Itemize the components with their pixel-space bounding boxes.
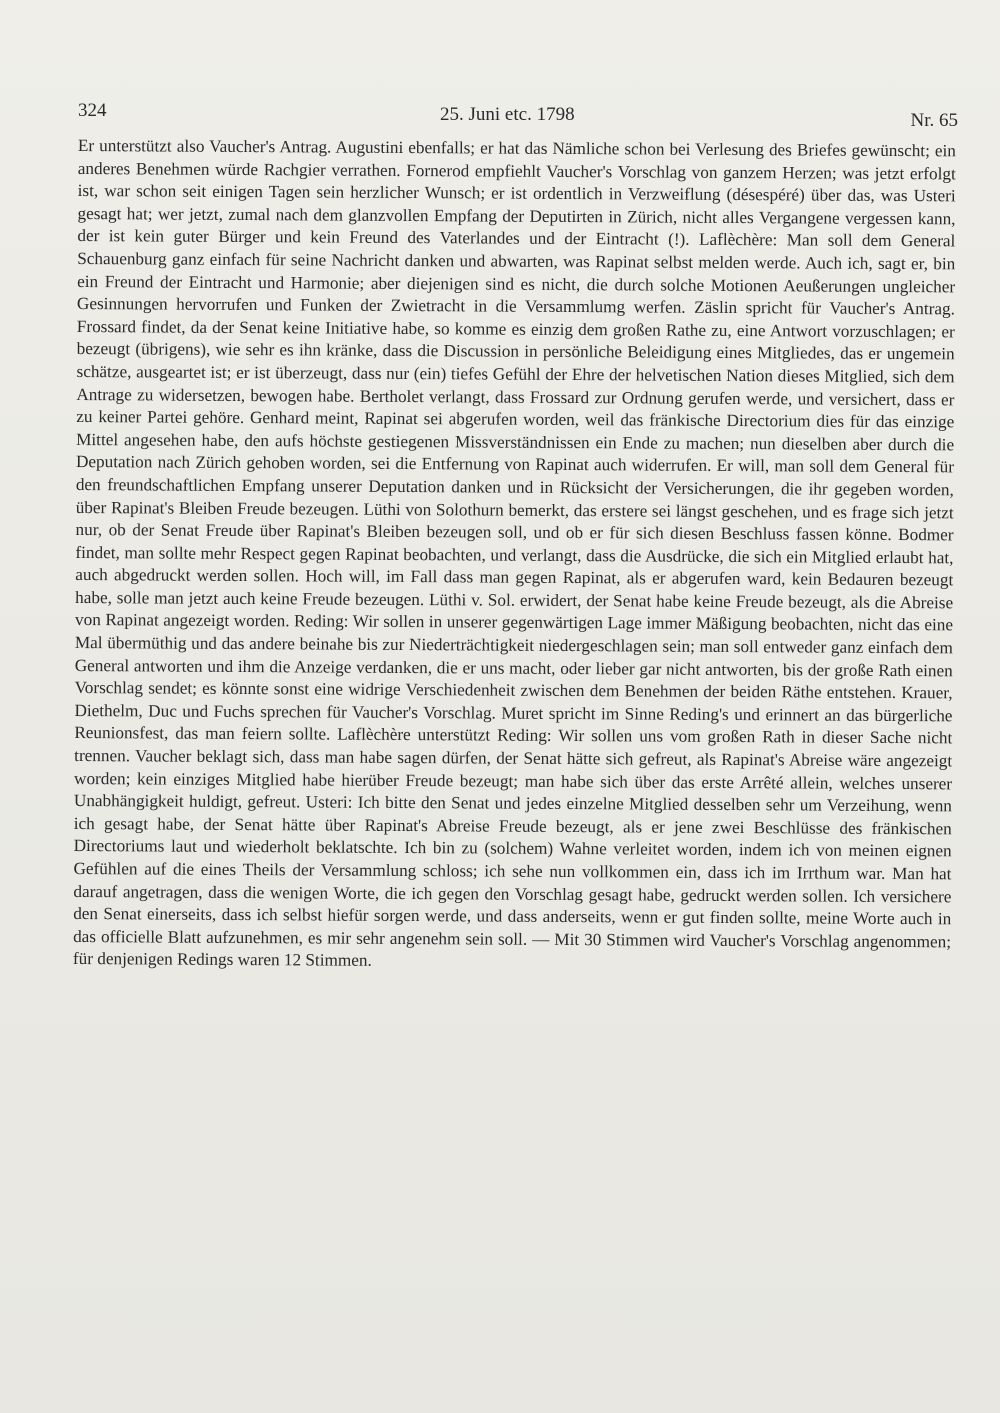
body-paragraph: Er unterstützt also Vaucher's Antrag. Augustini ebenfalls; er hat das Nämliche schon bei Verlesung des Briefes gewünscht; ein anderes Benehmen würde Rachgier verrathen. Fornerod empfiehlt Vaucher's Vorschlag von ganzem Herzen; was jetzt erfolgt ist, war schon seit einigen Tagen sein herzlicher Wunsch; er ist ordentlich in Verzweiflung (désespéré) über das, was Usteri gesagt hat; wer jetzt, zumal nach dem glanzvollen Empfang der Deputirten in Zürich, nicht alles Vergangene vergessen kann, der ist kein guter Bürger und kein Freund des Vaterlandes und der Eintracht (!). Laflèchère: Man soll dem General Schauenburg ganz einfach für seine Nachricht danken und abwarten, was Rapinat selbst melden werde. Auch ich, sagt er, bin ein Freund der Eintracht und Harmonie; aber diejenigen sind es nicht, die durch solche Motionen Aeußerungen ungleicher Gesinnungen hervorrufen und Funken der Zwietracht in die Versammlumg werfen. Zäslin spricht für Vaucher's Antrag. Frossard findet, da der Senat keine Initiative habe, so komme es einzig dem großen Rathe zu, eine Antwort vorzuschlagen; er bezeugt (übrigens), wie sehr es ihn kränke, dass die Discussion in persönliche Beleidigung eines Mitgliedes, das er ungemein schätze, ausgeartet ist; er ist überzeugt, dass nur (ein) tiefes Gefühl der Ehre der helvetischen Nation dieses Mitglied, sich dem Antrage zu widersetzen, bewogen habe. Bertholet verlangt, dass Frossard zur Ordnung gerufen werde, und versichert, dass er zu keiner Partei gehöre. Genhard meint, Rapinat sei abgerufen worden, weil das fränkische Directorium dies für das einzige Mittel angesehen habe, den aufs höchste gestiegenen Missverständnissen ein Ende zu machen; nun dieselben aber durch die Deputation nach Zürich gehoben worden, sei die Entfernung von Rapinat auch widerrufen. Er will, man soll dem General für den freundschaftlichen Empfang unserer Deputation danken und in Rücksicht der Versicherungen, die ihr gegeben worden, über Rapinat's Bleiben Freude bezeugen. Lüthi von Solothurn bemerkt, das erstere sei längst geschehen, und es frage sich jetzt nur, ob der Senat Freude über Rapinat's Bleiben bezeugen soll, und ob er für sich diesen Beschluss fassen könne. Bodmer findet, man sollte mehr Respect gegen Rapinat beobachten, und verlangt, dass die Ausdrücke, die sich ein Mitglied erlaubt hat, auch abgedruckt werden sollen. Hoch will, im Fall dass man gegen Rapinat, als er abgerufen ward, kein Bedauren bezeugt habe, solle man jetzt auch keine Freude bezeugen. Lüthi v. Sol. erwidert, der Senat habe keine Freude bezeugt, als die Abreise von Rapinat angezeigt worden. Reding: Wir sollen in unserer gegenwärtigen Lage immer Mäßigung beobachten, nicht das eine Mal übermüthig und das andere beinahe bis zur Niederträchtigkeit niedergeschlagen sein; man soll entweder ganz einfach dem General antworten und ihm die Anzeige verdanken, die er uns macht, oder lieber gar nicht antworten, bis der große Rath einen Vorschlag sendet; es könnte sonst eine widrige Verschiedenheit zwischen dem Benehmen der beiden Räthe entstehen. Krauer, Diethelm, Duc und Fuchs sprechen für Vaucher's Vorschlag. Muret spricht im Sinne Reding's und erinnert an das bürgerliche Reunionsfest, das man feiern sollte. Laflèchère unterstützt Reding: Wir sollen uns vom großen Rath in dieser Sache nicht trennen. Vaucher beklagt sich, dass man habe sagen dürfen, der Senat hätte sich gefreut, als Rapinat's Abreise wäre angezeigt worden; kein einziges Mitglied habe hierüber Freude bezeugt; man habe sich über das erste Arrêté allein, welches unserer Unabhängigkeit huldigt, gefreut. Usteri: Ich bitte den Senat und jedes einzelne Mitglied desselben sehr um Verzeihung, wenn ich gesagt habe, der Senat hätte über Rapinat's Abreise Freude bezeugt, als er jene zwei Beschlüsse des fränkischen Directoriums laut und wiederholt beklatschte. Ich bin zu (solchem) Wahne verleitet worden, indem ich von meinen eignen Gefühlen auf die eines Theils der Versammlung schloss; ich sehe nun vollkommen ein, dass ich im Irrthum war. Man hat darauf angetragen, dass die wenigen Worte, die ich gegen den Vorschlag gesagt habe, gedruckt werden sollen. Ich versichere den Senat einerseits, dass ich selbst hiefür sorgen werde, und dass anderseits, wenn er gut finden sollte, meine Worte auch in das officielle Blatt aufzunehmen, es mir sehr angenehm sein soll. — Mit 30 Stimmen wird Vaucher's Vorschlag angenommen; für denjenigen Redings waren 12 Stimmen. <box>72 135 956 971</box>
page-number: 324 <box>78 100 107 121</box>
document-number: Nr. 65 <box>910 110 958 131</box>
running-title: 25. Juni etc. 1798 <box>440 104 575 125</box>
page-header <box>78 100 958 130</box>
